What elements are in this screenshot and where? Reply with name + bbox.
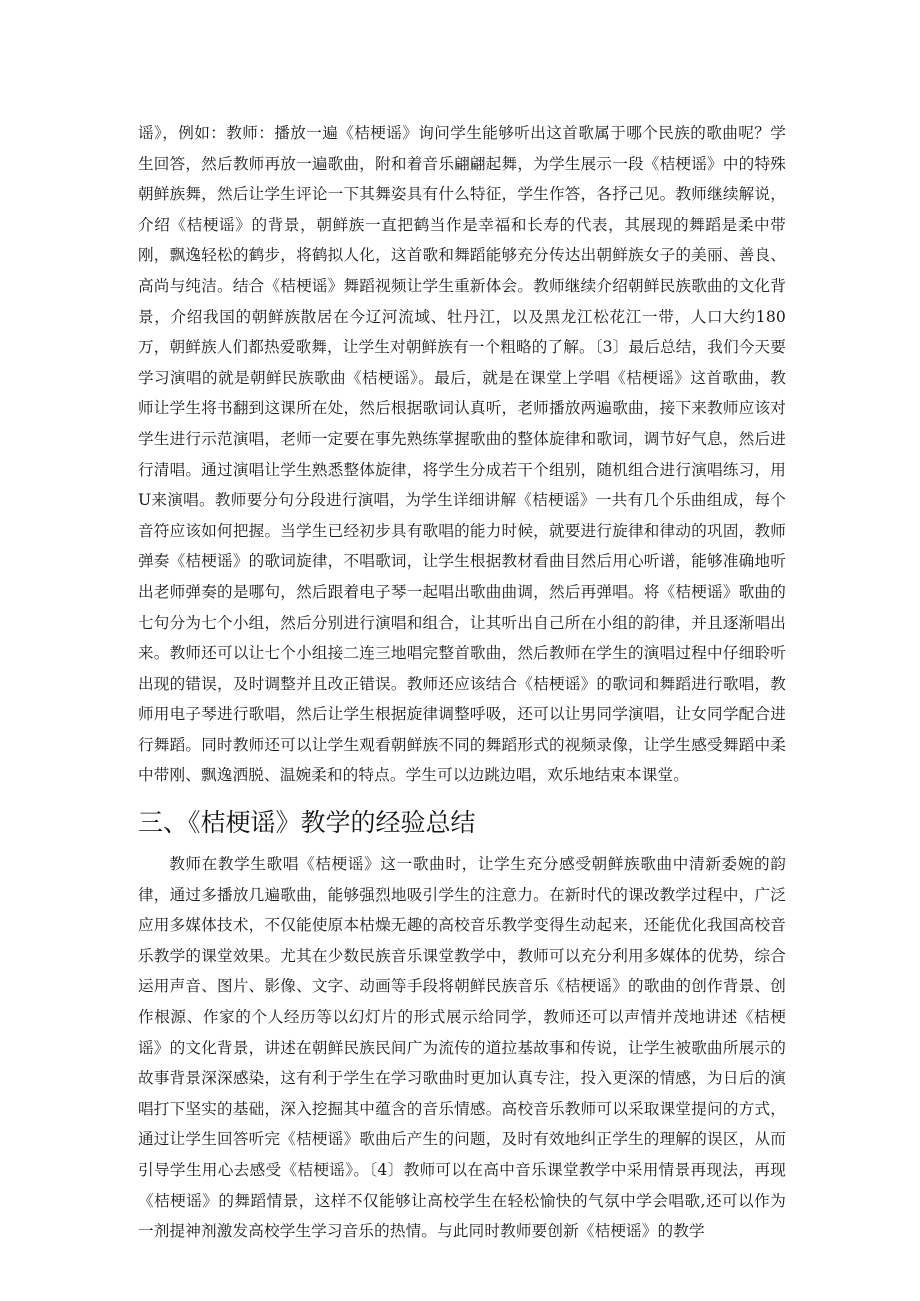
document-body xyxy=(138,118,786,1247)
section-heading: 三、《桔梗谣》教学的经验总结 xyxy=(138,808,476,838)
body-paragraph-continued: 谣》，例如：教师：播放一遍《桔梗谣》询问学生能够听出这首歌属于哪个民族的歌曲呢？学生回答，然后教师再放一遍歌曲，附和着音乐翩翩起舞，为学生展示一段《桔梗谣》中的特殊朝鲜族舞，然后让学生评论一下其舞姿具有什么特征，学生作答，各抒己见。教师继续解说，介绍《桔梗谣》的背景，朝鲜族一直把鹤当作是幸福和长寿的代表，其展现的舞蹈是柔中带刚，飘逸轻松的鹤步，将鹤拟人化，这首歌和舞蹈能够充分传达出朝鲜族女子的美丽、善良、高尚与纯洁。结合《桔梗谣》舞蹈视频让学生重新体会。教师继续介绍朝鲜民族歌曲的文化背景，介绍我国的朝鲜族散居在今辽河流域、牡丹江，以及黑龙江松花江一带，人口大约180万，朝鲜族人们都热爱歌舞，让学生对朝鲜族有一个粗略的了解。〔3〕最后总结，我们今天要学习演唱的就是朝鲜民族歌曲《桔梗谣》。最后，就是在课堂上学唱《桔梗谣》这首歌曲，教师让学生将书翻到这课所在处，然后根据歌词认真听，老师播放两遍歌曲，接下来教师应该对学生进行示范演唱，老师一定要在事先熟练掌握歌曲的整体旋律和歌词，调节好气息，然后进行清唱。通过演唱让学生熟悉整体旋律，将学生分成若干个组别，随机组合进行演唱练习，用U来演唱。教师要分句分段进行演唱，为学生详细讲解《桔梗谣》一共有几个乐曲组成，每个音符应该如何把握。当学生已经初步具有歌唱的能力时候，就要进行旋律和律动的巩固，教师弹奏《桔梗谣》的歌词旋律，不唱歌词，让学生根据教材看曲目然后用心听谱，能够准确地听出老师弹奏的是哪句，然后跟着电子琴一起唱出歌曲曲调，然后再弹唱。将《桔梗谣》歌曲的七句分为七个小组，然后分别进行演唱和组合，让其听出自己所在小组的韵律，并且逐渐唱出来。教师还可以让七个小组接二连三地唱完整首歌曲，然后教师在学生的演唱过程中仔细聆听出现的错误，及时调整并且改正错误。教师还应该结合《桔梗谣》的歌词和舞蹈进行歌唱，教师用电子琴进行歌唱，然后让学生根据旋律调整呼吸，还可以让男同学演唱，让女同学配合进行舞蹈。同时教师还可以让学生观看朝鲜族不同的舞蹈形式的视频录像，让学生感受舞蹈中柔中带刚、飘逸洒脱、温婉柔和的特点。学生可以边跳边唱，欢乐地结束本课堂。 xyxy=(138,124,786,785)
body-paragraph-experience-summary: 教师在教学生歌唱《桔梗谣》这一歌曲时，让学生充分感受朝鲜族歌曲中清新委婉的韵律，通过多播放几遍歌曲，能够强烈地吸引学生的注意力。在新时代的课改教学过程中，广泛应用多媒体技术，不仅能使原本枯燥无趣的高校音乐教学变得生动起来，还能优化我国高校音乐教学的课堂效果。尤其在少数民族音乐课堂教学中，教师可以充分利用多媒体的优势，综合运用声音、图片、影像、文字、动画等手段将朝鲜民族音乐《桔梗谣》的歌曲的创作背景、创作根源、作家的个人经历等以幻灯片的形式展示给同学，教师还可以声情并茂地讲述《桔梗谣》的文化背景，讲述在朝鲜民族民间广为流传的道拉基故事和传说，让学生被歌曲所展示的故事背景深深感染，这有利于学生在学习歌曲时更加认真专注，投入更深的情感，为日后的演唱打下坚实的基础，深入挖掘其中蕴含的音乐情感。高校音乐教师可以采取课堂提问的方式，通过让学生回答听完《桔梗谣》歌曲后产生的问题，及时有效地纠正学生的理解的误区，从而引导学生用心去感受《桔梗谣》。〔4〕教师可以在高中音乐课堂教学中采用情景再现法，再现《桔梗谣》的舞蹈情景，这样不仅能够让高校学生在轻松愉快的气氛中学会唱歌,还可以作为一剂提神剂激发高校学生学习音乐的热情。与此同时教师要创新《桔梗谣》的教学 xyxy=(138,855,786,1241)
